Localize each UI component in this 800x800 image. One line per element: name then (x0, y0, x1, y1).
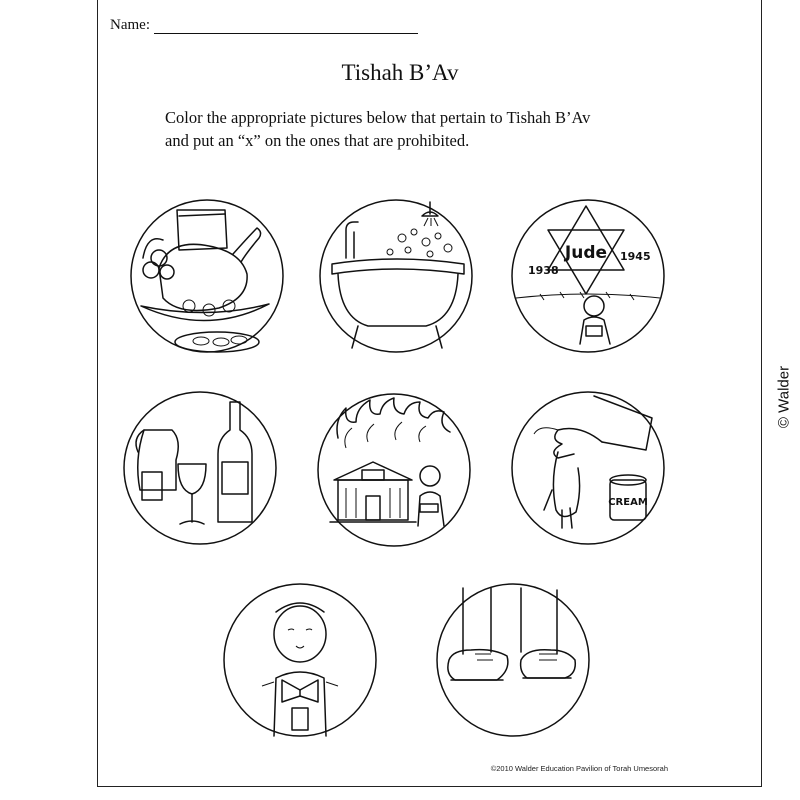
name-label: Name: (110, 17, 150, 33)
instructions-line-2: and put an “x” on the ones that are prohibited. (165, 131, 470, 150)
year-right: 1945 (620, 250, 651, 263)
page-title: Tishah B’Av (341, 60, 459, 85)
copyright-notice: ©2010 Walder Education Pavilion of Torah Umesorah (490, 764, 668, 773)
picture-hand-cream[interactable] (510, 390, 666, 546)
picture-feast-food[interactable] (129, 198, 285, 354)
picture-wine-and-drinks[interactable] (122, 390, 278, 546)
picture-child-reading[interactable] (222, 582, 378, 738)
picture-temple-burning[interactable] (316, 392, 472, 548)
name-field (110, 17, 418, 34)
watermark (769, 352, 799, 442)
instructions (165, 106, 685, 152)
picture-leather-shoes[interactable] (435, 582, 591, 738)
name-blank-line[interactable] (154, 19, 418, 34)
instructions-line-1: Color the appropriate pictures below that pertain to Tishah B’Av (165, 108, 591, 127)
watermark-text: © Walder (775, 365, 793, 429)
cream-label: CREAM (608, 497, 648, 508)
star-text: Jude (564, 243, 608, 263)
year-left: 1938 (528, 264, 559, 277)
picture-holocaust-memorial[interactable] (510, 198, 666, 354)
picture-bath-tub[interactable] (318, 198, 474, 354)
